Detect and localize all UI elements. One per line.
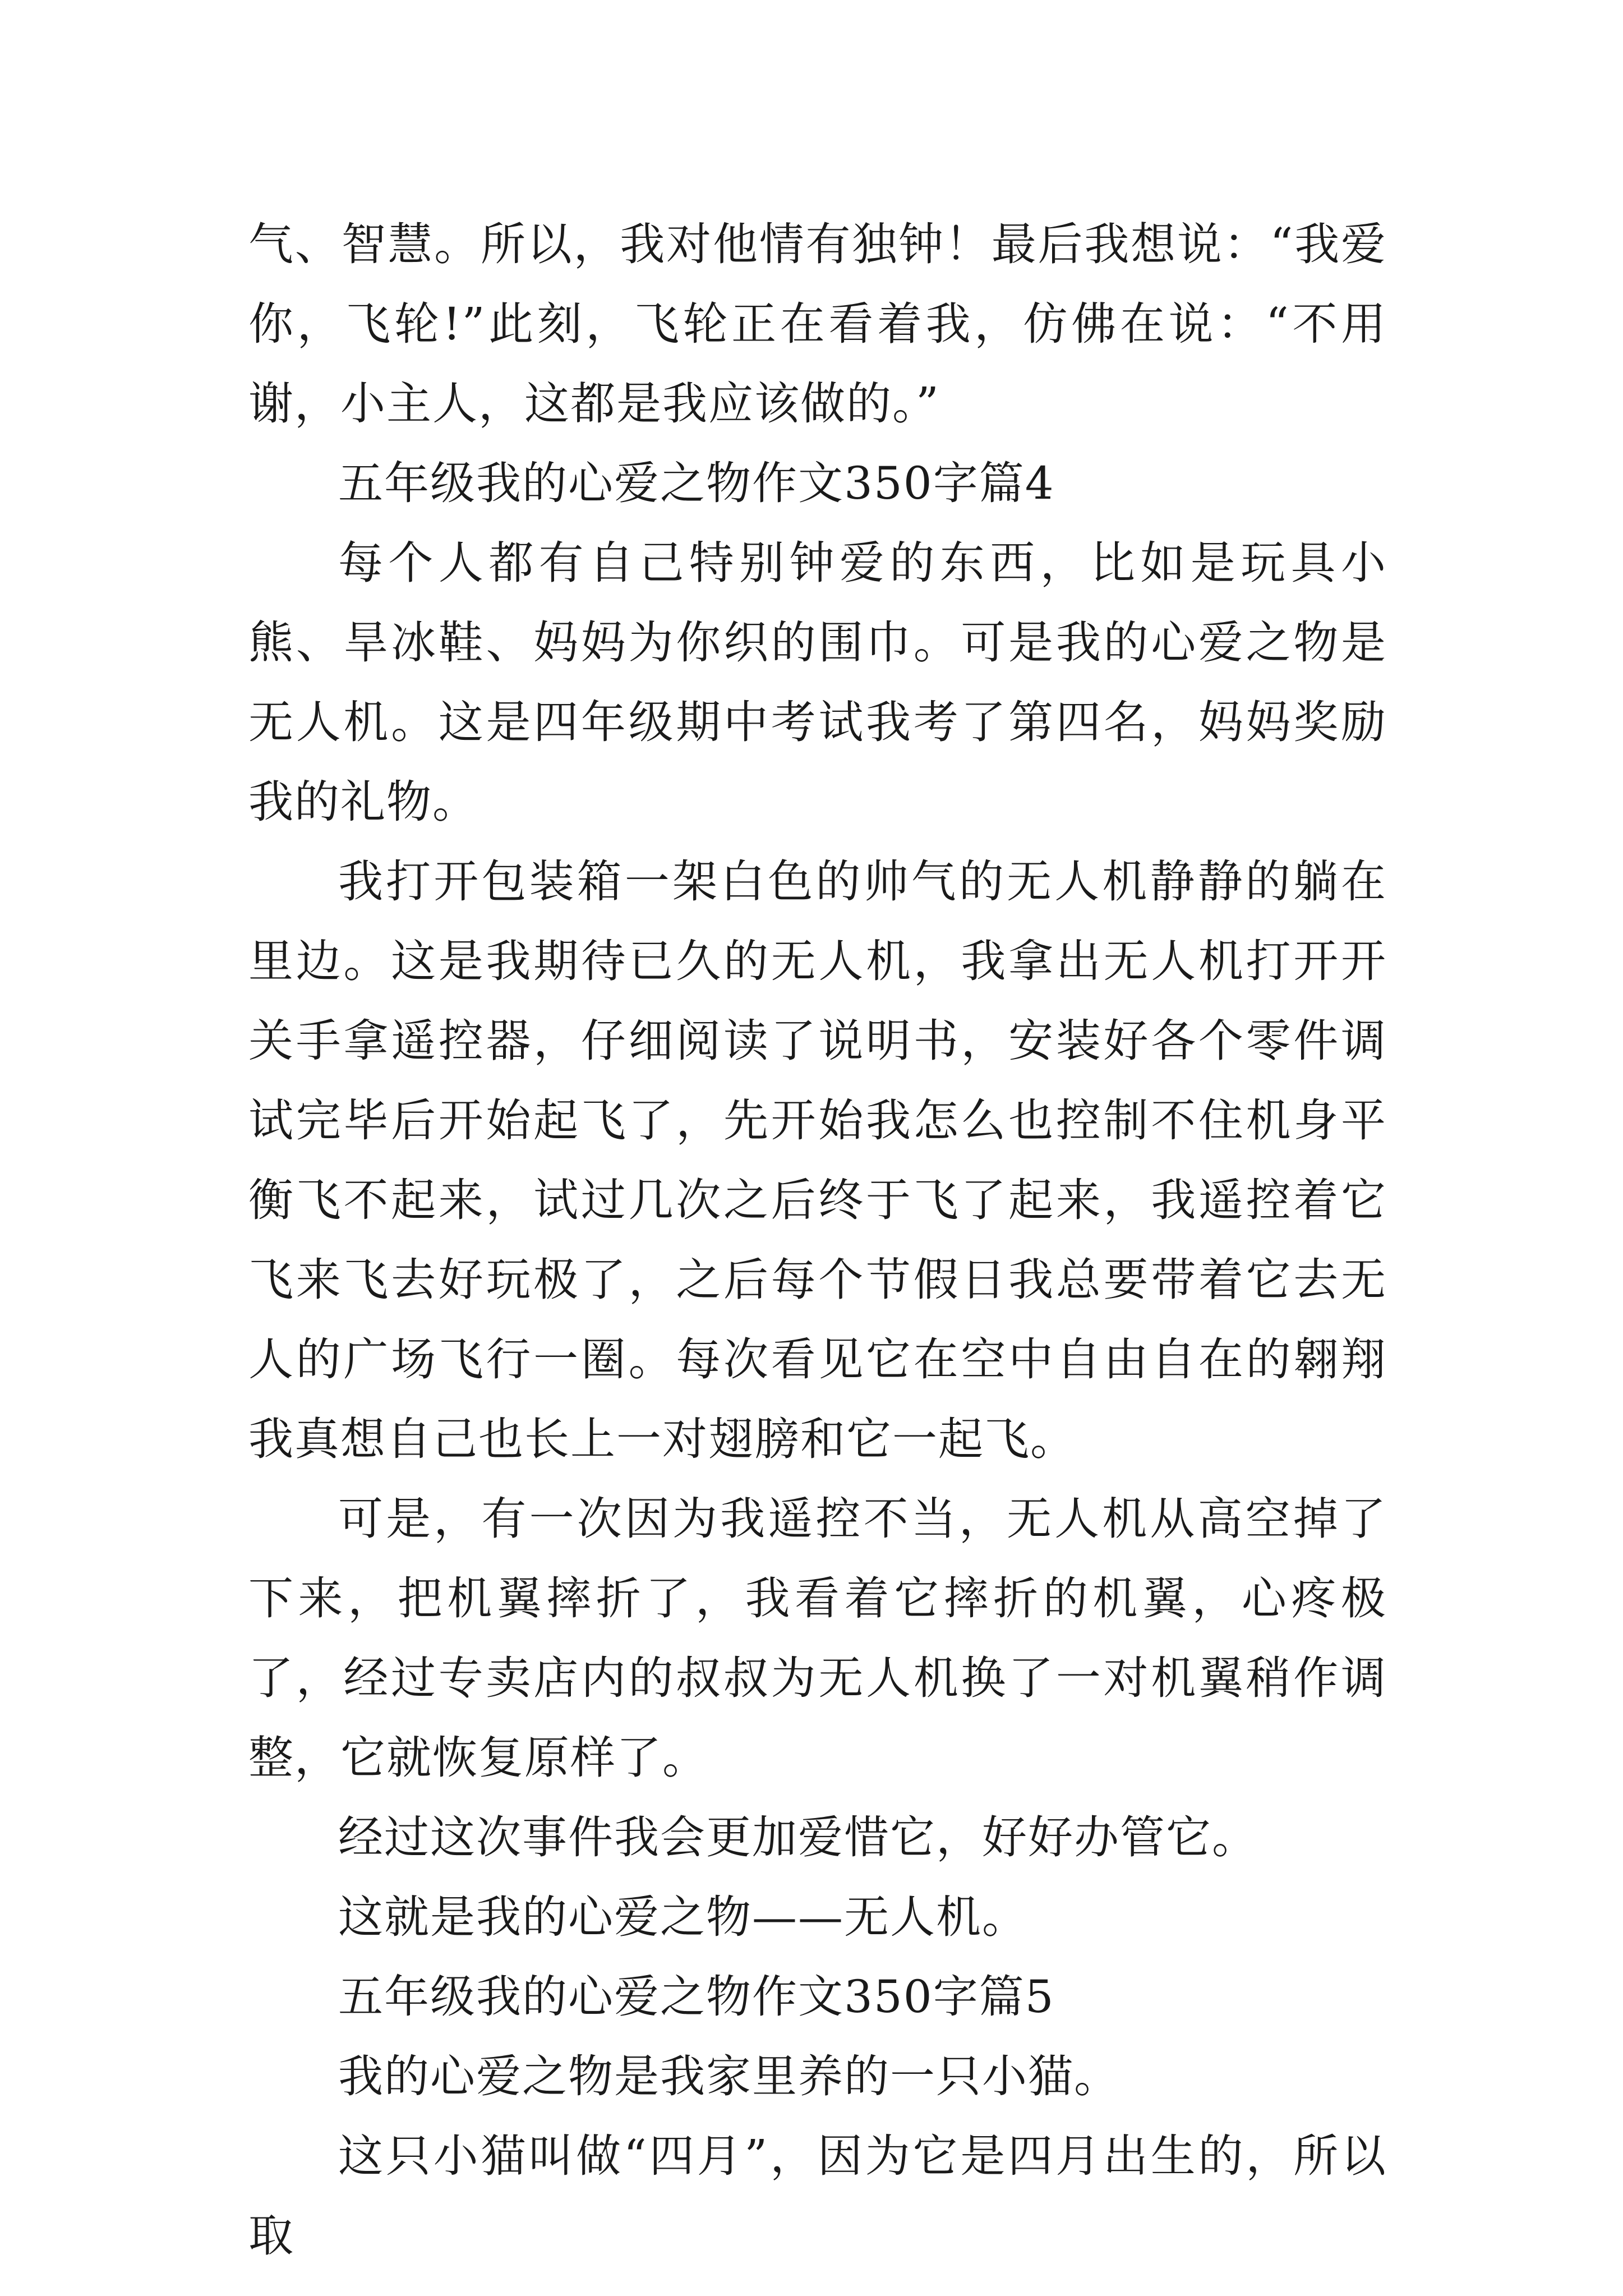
- document-body: [248, 205, 1387, 2276]
- paragraph-continuation: 气、智慧。所以，我对他情有独钟！最后我想说：“我爱你，飞轮!”此刻，飞轮正在看着我，仿佛在说：“不用谢，小主人，这都是我应该做的。”: [248, 218, 1387, 430]
- paragraph: 这只小猫叫做“四月”，因为它是四月出生的，所以取: [248, 2130, 1387, 2262]
- paragraph: 我打开包装箱一架白色的帅气的无人机静静的躺在里边。这是我期待已久的无人机，我拿出无人机打开开关手拿遥控器，仔细阅读了说明书，安装好各个零件调试完毕后开始起飞了，先开始我怎么也控制不住机身平衡飞不起来，试过几次之后终于飞了起来，我遥控着它飞来飞去好玩极了，之后每个节假日我总要带着它去无人的广场飞行一圈。每次看见它在空中自由自在的翱翔我真想自己也长上一对翅膀和它一起飞。: [248, 855, 1387, 1465]
- section-heading-4: 五年级我的心爱之物作文350字篇4: [338, 457, 1055, 509]
- paragraph: 每个人都有自己特别钟爱的东西，比如是玩具小熊、旱冰鞋、妈妈为你织的围巾。可是我的心爱之物是无人机。这是四年级期中考试我考了第四名，妈妈奖励我的礼物。: [248, 537, 1387, 828]
- paragraph: 经过这次事件我会更加爱惜它，好好办管它。: [338, 1811, 1258, 1864]
- section-heading-5: 五年级我的心爱之物作文350字篇5: [338, 1971, 1055, 2023]
- paragraph: 这就是我的心爱之物——无人机。: [338, 1891, 1028, 1943]
- paragraph: 我的心爱之物是我家里养的一只小猫。: [338, 2050, 1120, 2102]
- paragraph: 可是，有一次因为我遥控不当，无人机从高空掉了下来，把机翼摔折了，我看着它摔折的机翼，心疼极了，经过专卖店内的叔叔为无人机换了一对机翼稍作调整，它就恢复原样了。: [248, 1493, 1387, 1784]
